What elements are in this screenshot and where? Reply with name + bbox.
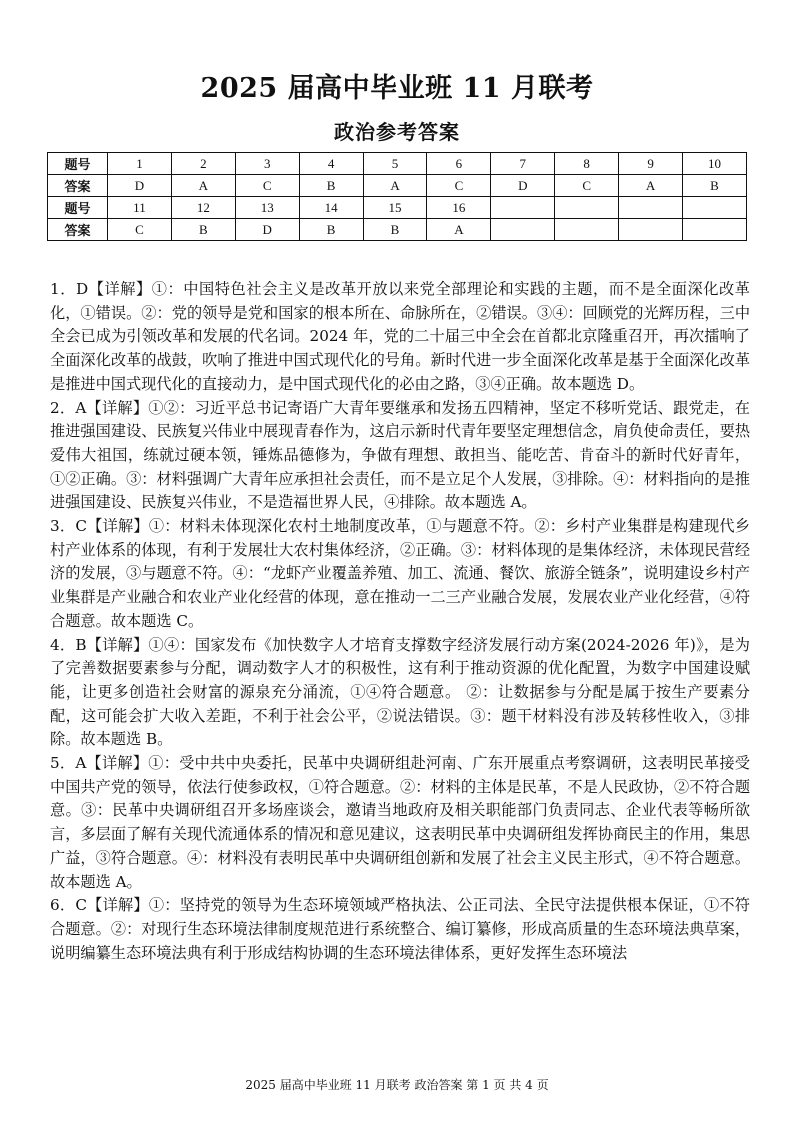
answer-cell: C: [427, 175, 491, 197]
explanation-item: 6．C【详解】①：坚持党的领导为生态环境领域严格执法、公正司法、全民守法提供根本保证，①不符合题意。②：对现行生态环境法律制度规范进行系统整合、编订纂修，形成高质量的生态环境法典草案，说明编纂生态环境法典有利于形成结构协调的生态环境法律体系，更好发挥生态环境法: [50, 896, 750, 962]
answer-cell: A: [427, 219, 491, 241]
answer-cell: A: [363, 175, 427, 197]
answer-cell: B: [299, 219, 363, 241]
question-number-cell: 8: [555, 153, 619, 175]
explanation-item: 5．A【详解】①：受中共中央委托，民革中央调研组赴河南、广东开展重点考察调研，这表明民革接受中国共产党的领导，依法行使参政权，①符合题意。②：材料的主体是民革，不是人民政协，②不符合题意。③：民革中央调研组召开多场座谈会，邀请当地政府及相关职能部门负责同志、企业代表等畅所欲言，多层面了解有关现代流通体系的情况和意见建议，这表明民革中央调研组发挥协商民主的作用，集思广益，③符合题意。④：材料没有表明民革中央调研组创新和发展了社会主义民主形式，④不符合题意。故本题选 A。: [50, 754, 750, 891]
answer-cell: B: [363, 219, 427, 241]
answer-cell: C: [555, 175, 619, 197]
question-number-cell: 1: [108, 153, 172, 175]
row-label-number: 题号: [48, 153, 108, 175]
document-subtitle: 政治参考答案: [334, 120, 460, 144]
question-number-cell: 7: [491, 153, 555, 175]
table-row-numbers-1: [48, 153, 747, 175]
answer-cell: C: [108, 219, 172, 241]
question-number-cell: 13: [235, 197, 299, 219]
empty-cell: [555, 219, 619, 241]
question-number-cell: 4: [299, 153, 363, 175]
empty-cell: [491, 219, 555, 241]
explanation-item: 2．A【详解】①②：习近平总书记寄语广大青年要继承和发扬五四精神，坚定不移听党话、跟党走，在推进强国建设、民族复兴伟业中展现青春作为，这启示新时代青年要坚定理想信念，肩负使命责任，要热爱伟大祖国，练就过硬本领，锤炼品德修为，争做有理想、敢担当、能吃苦、肯奋斗的新时代好青年，①②正确。③：材料强调广大青年应承担社会责任，而不是立足个人发展，③排除。④：材料指向的是推进强国建设、民族复兴伟业，不是造福世界人民，④排除。故本题选 A。: [50, 398, 750, 512]
question-number-cell: 9: [619, 153, 683, 175]
answer-cell: A: [619, 175, 683, 197]
row-label-number: 题号: [48, 197, 108, 219]
explanation-item: 1．D【详解】①：中国特色社会主义是改革开放以来党全部理论和实践的主题，而不是全面深化改革化，①错误。②：党的领导是党和国家的根本所在、命脉所在，②错误。③④：回顾党的光辉历程，三中全会已成为引领改革和发展的代名词。2024 年，党的二十届三中全会在首都北京隆重召开，再次擂响了全面深化改革的战鼓，吹响了推进中国式现代化的号角。新时代进一步全面深化改革是基于全面深化改革是推进中国式现代化的直接动力，是中国式现代化的必由之路，③④正确。故本题选 D。: [50, 280, 750, 393]
question-number-cell: 12: [171, 197, 235, 219]
question-number-cell: 3: [235, 153, 299, 175]
question-number-cell: 2: [171, 153, 235, 175]
answer-cell: D: [235, 219, 299, 241]
answer-cell: D: [491, 175, 555, 197]
question-number-cell: 5: [363, 153, 427, 175]
question-number-cell: 11: [108, 197, 172, 219]
answer-cell: D: [108, 175, 172, 197]
answer-table: [47, 152, 747, 241]
page-footer: 2025 届高中毕业班 11 月联考 政治答案 第 1 页 共 4 页: [245, 1078, 549, 1092]
empty-cell: [619, 197, 683, 219]
question-number-cell: 6: [427, 153, 491, 175]
empty-cell: [683, 197, 747, 219]
explanation-item: 4．B【详解】①④：国家发布《加快数字人才培育支撑数字经济发展行动方案(2024-2026 年)》，是为了完善数据要素参与分配，调动数字人才的积极性，这有利于推动资源的优化配置，为数字中国建设赋能，让更多创造社会财富的源泉充分涌流，①④符合题意。 ②：让数据参与分配是属于按生产要素分配，这可能会扩大收入差距，不利于社会公平，②说法错误。③：题干材料没有涉及转移性收入，③排除。故本题选 B。: [50, 635, 750, 749]
question-number-cell: 15: [363, 197, 427, 219]
answer-cell: B: [299, 175, 363, 197]
answer-cell: A: [171, 175, 235, 197]
answer-cell: B: [683, 175, 747, 197]
empty-cell: [555, 197, 619, 219]
empty-cell: [491, 197, 555, 219]
document-title: 2025 届高中毕业班 11 月联考: [200, 73, 594, 104]
answer-cell: B: [171, 219, 235, 241]
table-row-answers-1: [48, 175, 747, 197]
question-number-cell: 14: [299, 197, 363, 219]
row-label-answer: 答案: [48, 219, 108, 241]
table-row-answers-2: [48, 219, 747, 241]
table-row-numbers-2: [48, 197, 747, 219]
question-number-cell: 16: [427, 197, 491, 219]
answer-cell: C: [235, 175, 299, 197]
row-label-answer: 答案: [48, 175, 108, 197]
explanation-item: 3．C【详解】①：材料未体现深化农村土地制度改革，①与题意不符。②：乡村产业集群是构建现代乡村产业体系的体现，有利于发展壮大农村集体经济，②正确。③：材料体现的是集体经济，未体现民营经济的发展，③与题意不符。④：“龙虾产业覆盖养殖、加工、流通、餐饮、旅游全链条”，说明建设乡村产业集群是产业融合和农业产业化经营的体现，意在推动一二三产业融合发展，发展农业产业化经营，④符合题意。故本题选 C。: [50, 517, 750, 630]
empty-cell: [619, 219, 683, 241]
explanations-section: [50, 278, 750, 965]
question-number-cell: 10: [683, 153, 747, 175]
empty-cell: [683, 219, 747, 241]
